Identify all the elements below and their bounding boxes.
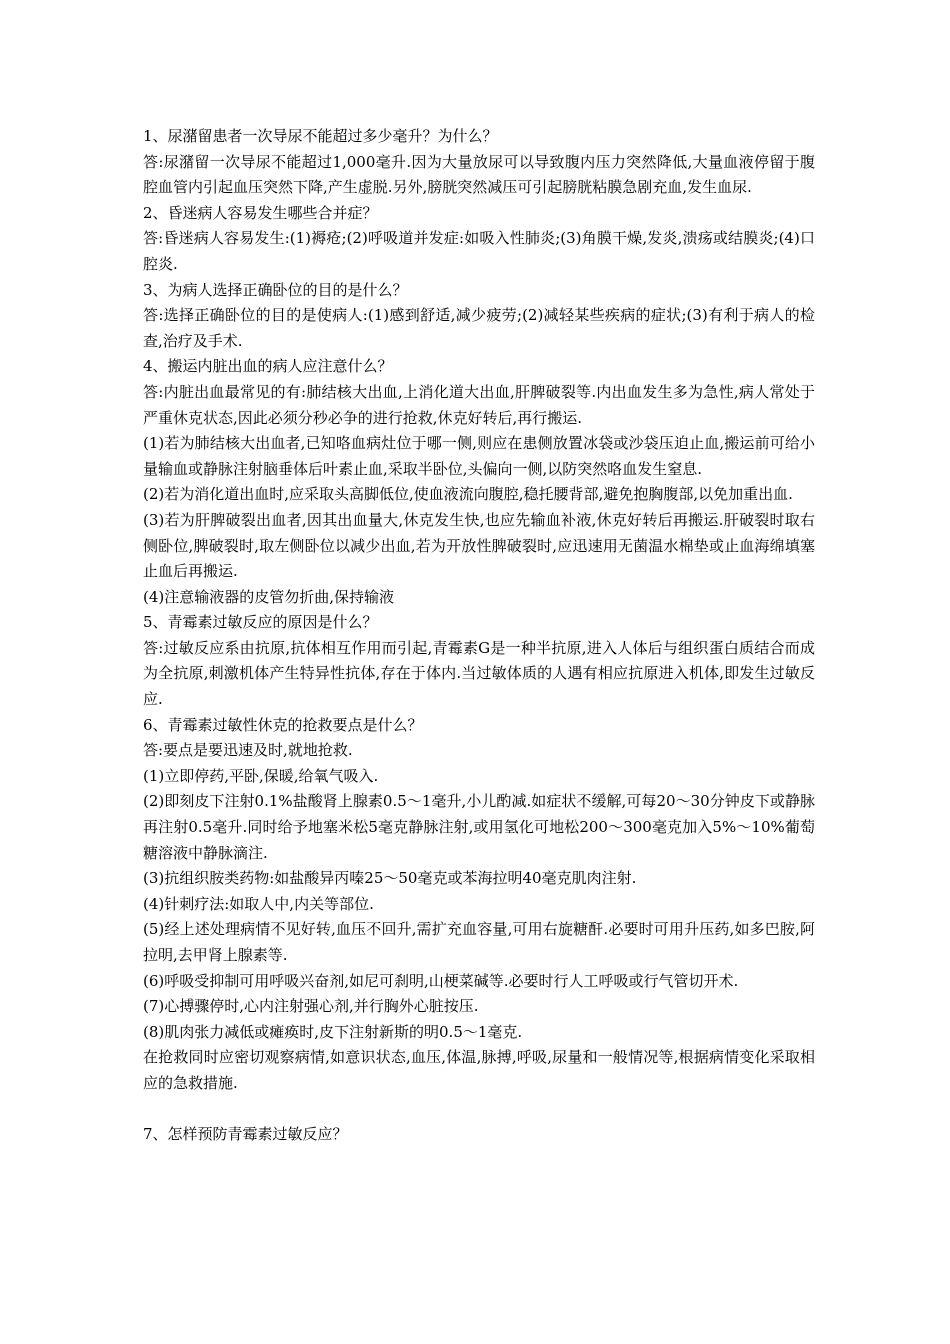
answer-2: 答:昏迷病人容易发生:(1)褥疮;(2)呼吸道并发症:如吸入性肺炎;(3)角膜干燥,发炎,溃疡或结膜炎;(4)口腔炎. xyxy=(143,229,815,273)
answer-6-item-4: (4)针刺疗法:如取人中,内关等部位. xyxy=(143,894,374,913)
question-7: 7、怎样预防青霉素过敏反应？ xyxy=(143,1125,348,1144)
answer-6: 答:要点是要迅速及时,就地抢救. xyxy=(143,741,353,760)
answer-6-item-5: (5)经上述处理病情不见好转,血压不回升,需扩充血容量,可用右旋糖酐.必要时可用升压药,如多巴胺,阿拉明,去甲肾上腺素等. xyxy=(143,920,815,964)
answer-4-item-2: (2)若为消化道出血时,应采取头高脚低位,使血液流向腹腔,稳托腰背部,避免抱胸腹部,以免加重出血. xyxy=(143,485,793,504)
answer-6-item-6: (6)呼吸受抑制可用呼吸兴奋剂,如尼可刹明,山梗菜碱等.必要时行人工呼吸或行气管切开术. xyxy=(143,971,739,990)
answer-6-item-7: (7)心搏骤停时,心内注射强心剂,并行胸外心脏按压. xyxy=(143,997,479,1016)
question-5: 5、青霉素过敏反应的原因是什么？ xyxy=(143,613,378,632)
answer-6-item-8: (8)肌肉张力减低或瘫痪时,皮下注射新斯的明0.5～1毫克. xyxy=(143,1022,523,1041)
question-4: 4、搬运内脏出血的病人应注意什么？ xyxy=(143,357,393,376)
question-2: 2、昏迷病人容易发生哪些合并症？ xyxy=(143,203,378,222)
question-3: 3、为病人选择正确卧位的目的是什么？ xyxy=(143,280,408,299)
question-6: 6、青霉素过敏性休克的抢救要点是什么？ xyxy=(143,715,423,734)
answer-3: 答:选择正确卧位的目的是使病人:(1)感到舒适,减少疲劳;(2)减轻某些疾病的症状;(3)有利于病人的检查,治疗及手术. xyxy=(143,306,815,350)
answer-5: 答:过敏反应系由抗原,抗体相互作用而引起,青霉素G是一种半抗原,进入人体后与组织蛋白质结合而成为全抗原,刺激机体产生特异性抗体,存在于体内.当过敏体质的人遇有相应抗原进入机体,即发生过敏反应. xyxy=(143,638,815,709)
question-1: 1、尿潴留患者一次导尿不能超过多少毫升？为什么？ xyxy=(143,127,498,145)
document-body xyxy=(143,124,815,1148)
answer-4: 答:内脏出血最常见的有:肺结核大出血,上消化道大出血,肝脾破裂等.内出血发生多为急性,病人常处于严重休克状态,因此必须分秒必争的进行抢救,休克好转后,再行搬运. xyxy=(143,382,815,427)
answer-6-summary: 在抢救同时应密切观察病情,如意识状态,血压,体温,脉搏,呼吸,尿量和一般情况等,根据病情变化采取相应的急救措施. xyxy=(143,1048,815,1092)
answer-6-item-1: (1)立即停药,平卧,保暖,给氧气吸入. xyxy=(143,766,379,785)
answer-4-item-4: (4)注意输液器的皮管勿折曲,保持输液 xyxy=(143,587,395,606)
blank-line xyxy=(143,1097,815,1123)
answer-4-item-1: (1)若为肺结核大出血者,已知咯血病灶位于哪一侧,则应在患侧放置冰袋或沙袋压迫止血,搬运前可给小量输血或静脉注射脑垂体后叶素止血,采取半卧位,头偏向一侧,以防突然咯血发生窒息. xyxy=(143,434,815,478)
answer-1: 答:尿潴留一次导尿不能超过1,000毫升.因为大量放尿可以导致腹内压力突然降低,大量血液停留于腹腔血管内引起血压突然下降,产生虚脱.另外,膀胱突然减压可引起膀胱粘膜急剧充血,发生血尿. xyxy=(143,152,815,197)
answer-4-item-3: (3)若为肝脾破裂出血者,因其出血量大,休克发生快,也应先输血补液,休克好转后再搬运.肝破裂时取右侧卧位,脾破裂时,取左侧卧位以减少出血,若为开放性脾破裂时,应迅速用无菌温水棉垫或止血海绵填塞止血后再搬运. xyxy=(143,510,815,581)
answer-6-item-3: (3)抗组织胺类药物:如盐酸异丙嗪25～50毫克或苯海拉明40毫克肌肉注射. xyxy=(143,869,637,888)
answer-6-item-2: (2)即刻皮下注射0.1%盐酸肾上腺素0.5～1毫升,小儿酌减.如症状不缓解,可每20～30分钟皮下或静脉再注射0.5毫升.同时给予地塞米松5毫克静脉注射,或用氢化可地松200～300毫克加入5%～10%葡萄糖溶液中静脉滴注. xyxy=(143,792,815,862)
